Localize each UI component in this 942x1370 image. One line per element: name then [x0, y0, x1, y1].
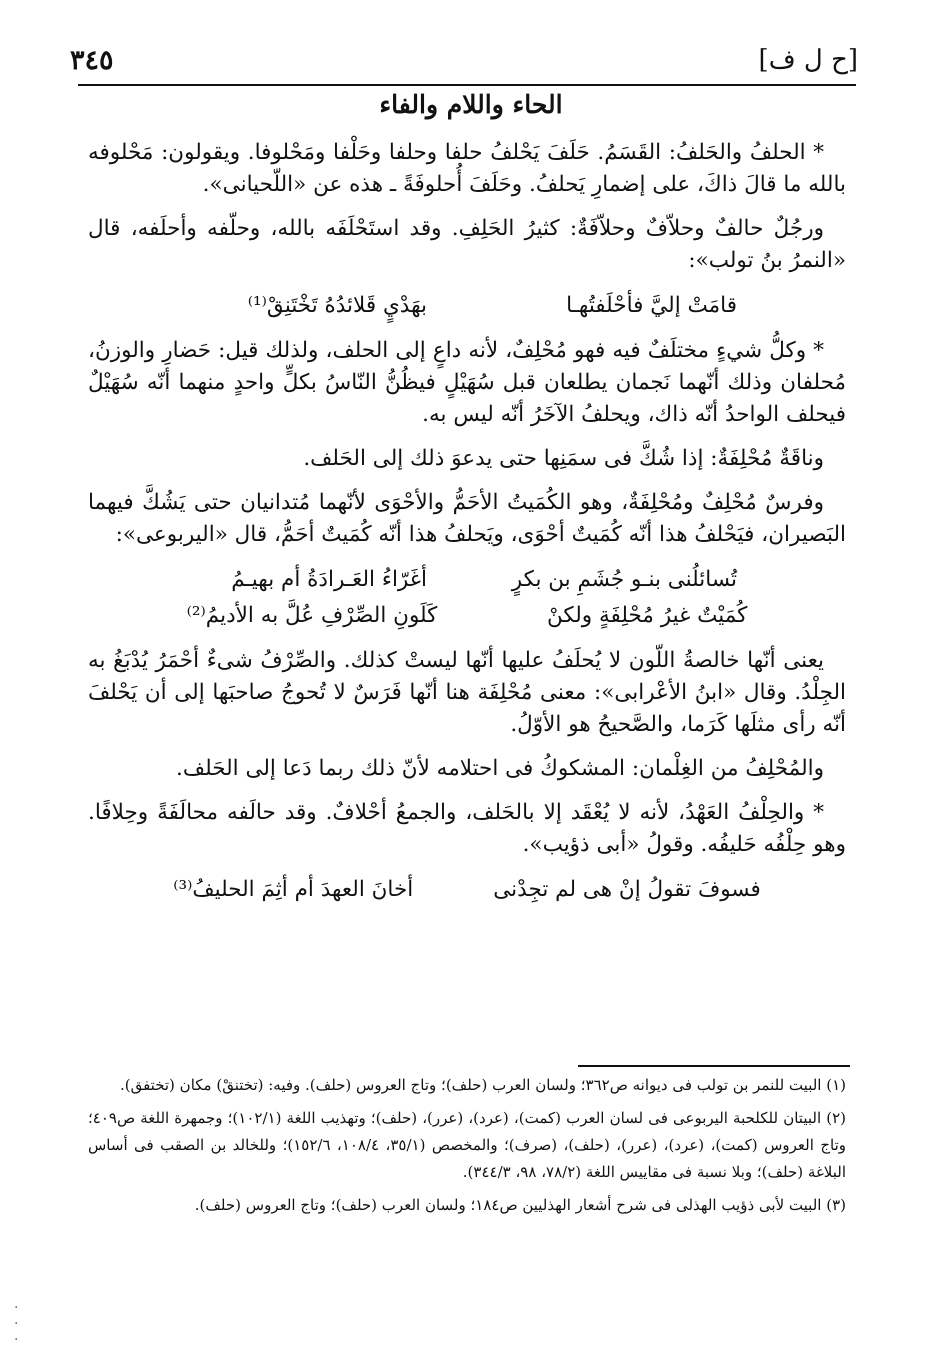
paragraph: * الحلفُ والحَلفُ: القَسَمُ. حَلَفَ يَحْلفُ حلفا وحلفا وحَلْفا ومَحْلوفا. ويقولون: مَحْلوفه بالله ما قالَ ذاكَ، على إضمارِ يَحلفُ. وحَلَفَ أُحلوفَةً ـ هذه عن «اللّحيانى».: [88, 140, 846, 197]
entry-body: [88, 137, 846, 919]
footnotes: [88, 1072, 846, 1225]
footnote: (٣) البيت لأبى ذؤيب الهذلى فى شرح أشعار الهذليين ص١٨٤؛ ولسان العرب (حلف)؛ وتاج العروس (حلف).: [194, 1196, 846, 1214]
paragraph: ورجُلٌ حالفٌ وحلاّفٌ وحلاّفَةٌ: كثيرُ الحَلِفِ. وقد استَحْلَفَه بالله، وحلّفه وأحلَفه، قال «النمرُ بنُ تولب»:: [88, 216, 846, 273]
paragraph: * وكلُّ شيءٍ مختلَفٌ فيه فهو مُحْلِفٌ، لأنه داعٍ إلى الحلف، ولذلك قيل: حَضارِ والوزنُ، مُحلفان وذلك أنّهما نَجمان يطلعان قبل سُهَيْلٍ فيظُنُّ النّاسُ بكلٍّ واحدٍ منهما أنّه سُهَيْلٌ فيحلف الواحدُ أنّه ذاك، ويحلفُ الآخَرُ أنّه ليس به.: [88, 338, 846, 427]
verse-hemistich: أغَرّاءُ العَـرادَةُ أم بهيـمُ: [231, 567, 427, 592]
header-rule: [78, 84, 856, 86]
verse-hemistich: كُمَيْتٌ غيرُ مُحْلِفَةٍ ولكنْ: [546, 603, 748, 628]
footnote-rule: [578, 1065, 850, 1067]
section-title: الحاء واللام والفاء: [379, 90, 563, 119]
paragraph: والمُحْلِفُ من الغِلْمان: المشكوكُ فى احتلامه لأنّ ذلك ربما دَعا إلى الحَلف.: [176, 756, 824, 781]
verse-hemistich: قامَتْ إليَّ فأحْلَفتُهـا: [566, 293, 737, 318]
paragraph: * والحِلْفُ العَهْدُ، لأنه لا يُعْقَد إلا بالحَلف، والجمعُ أحْلافٌ. وقد حالَفه محالَفَةً وحِلافًا. وهو حِلْفُه حَليفُه. وقولُ «أبى ذؤيب».: [88, 800, 846, 857]
page-header: [70, 38, 858, 82]
verse-hemistich: فسوفَ تقولُ إنْ هى لم تجِدْنى: [493, 877, 761, 902]
footnote: (٢) البيتان للكلحبة اليربوعى فى لسان العرب (كمت)، (عرد)، (عرر)، (حلف)؛ وتهذيب اللغة (١٠٢/١)؛ وجمهرة اللغة ص٤٠٩؛ وتاج العروس (كمت)، (عرد)، (عرر)، (حلف)، (صرف)؛ والمخصص (٣٥/١، ١٠٨/٤، ١٥٢/٦)؛ وللخالد بن الصقب فى أساس البلاغة (حلف)؛ وبلا نسبة فى مقاييس اللغة (٧٨/٢، ٩٨، ٣٤٤/٣).: [88, 1109, 847, 1181]
root-letters: [ح ل ف]: [758, 45, 858, 75]
footnote: (١) البيت للنمر بن تولب فى ديوانه ص٣٦٢؛ ولسان العرب (حلف)؛ وتاج العروس (حلف). وفيه: (تختنقْ) مكان (تختفق).: [119, 1076, 846, 1094]
paragraph: وفرسٌ مُحْلِفٌ ومُحْلِفَةٌ، وهو الكُمَيتُ الأحَمُّ والأحْوَى لأنّهما مُتدانيان حتى يَشُكَّ فيهما البَصيران، فيَحْلفُ هذا أنّه كُمَيتٌ أحْوَى، ويَحلفُ هذا أنّه كُمَيتٌ أحَمُّ، قال «اليربوعى»:: [88, 490, 846, 547]
scan-artifact-dots: · · ·: [14, 1300, 19, 1348]
verse-hemistich: أخانَ العهدَ أم أثِمَ الحليفُ⁽³⁾: [173, 877, 414, 902]
verse-line: [88, 599, 846, 633]
verse-line: [88, 563, 846, 597]
verse-hemistich: كَلَونِ الصِّرْفِ عُلَّ به الأديمُ⁽²⁾: [186, 603, 438, 628]
verse-line: [88, 289, 846, 323]
page-number: ٣٤٥: [70, 44, 114, 76]
paragraph: يعنى أنّها خالصةُ اللّون لا يُحلَفُ عليها أنّها ليستْ كذلك. والصِّرْفُ شىءٌ أحْمَرُ يُدْبَغُ به الجِلْدُ. وقال «ابنُ الأعْرابى»: معنى مُحْلِفَة هنا أنّها فَرَسٌ لا تُحوجُ صاحبَها إلى أن يَحْلفَ أنّه رأى مثلَها كَرَما، والصَّحيحُ هو الأوّلُ.: [88, 648, 846, 737]
verse-hemistich: بهَدْيٍ قَلائدُهُ تَخْتَنِقْ⁽¹⁾: [247, 293, 427, 318]
verse-line: [88, 873, 846, 907]
verse-hemistich: تُسائلُنى بنـو جُشَمِ بن بكرٍ: [511, 567, 737, 592]
paragraph: وناقَةٌ مُحْلِفَةٌ: إذا شُكَّ فى سمَنِها حتى يدعوَ ذلك إلى الحَلف.: [303, 446, 824, 471]
